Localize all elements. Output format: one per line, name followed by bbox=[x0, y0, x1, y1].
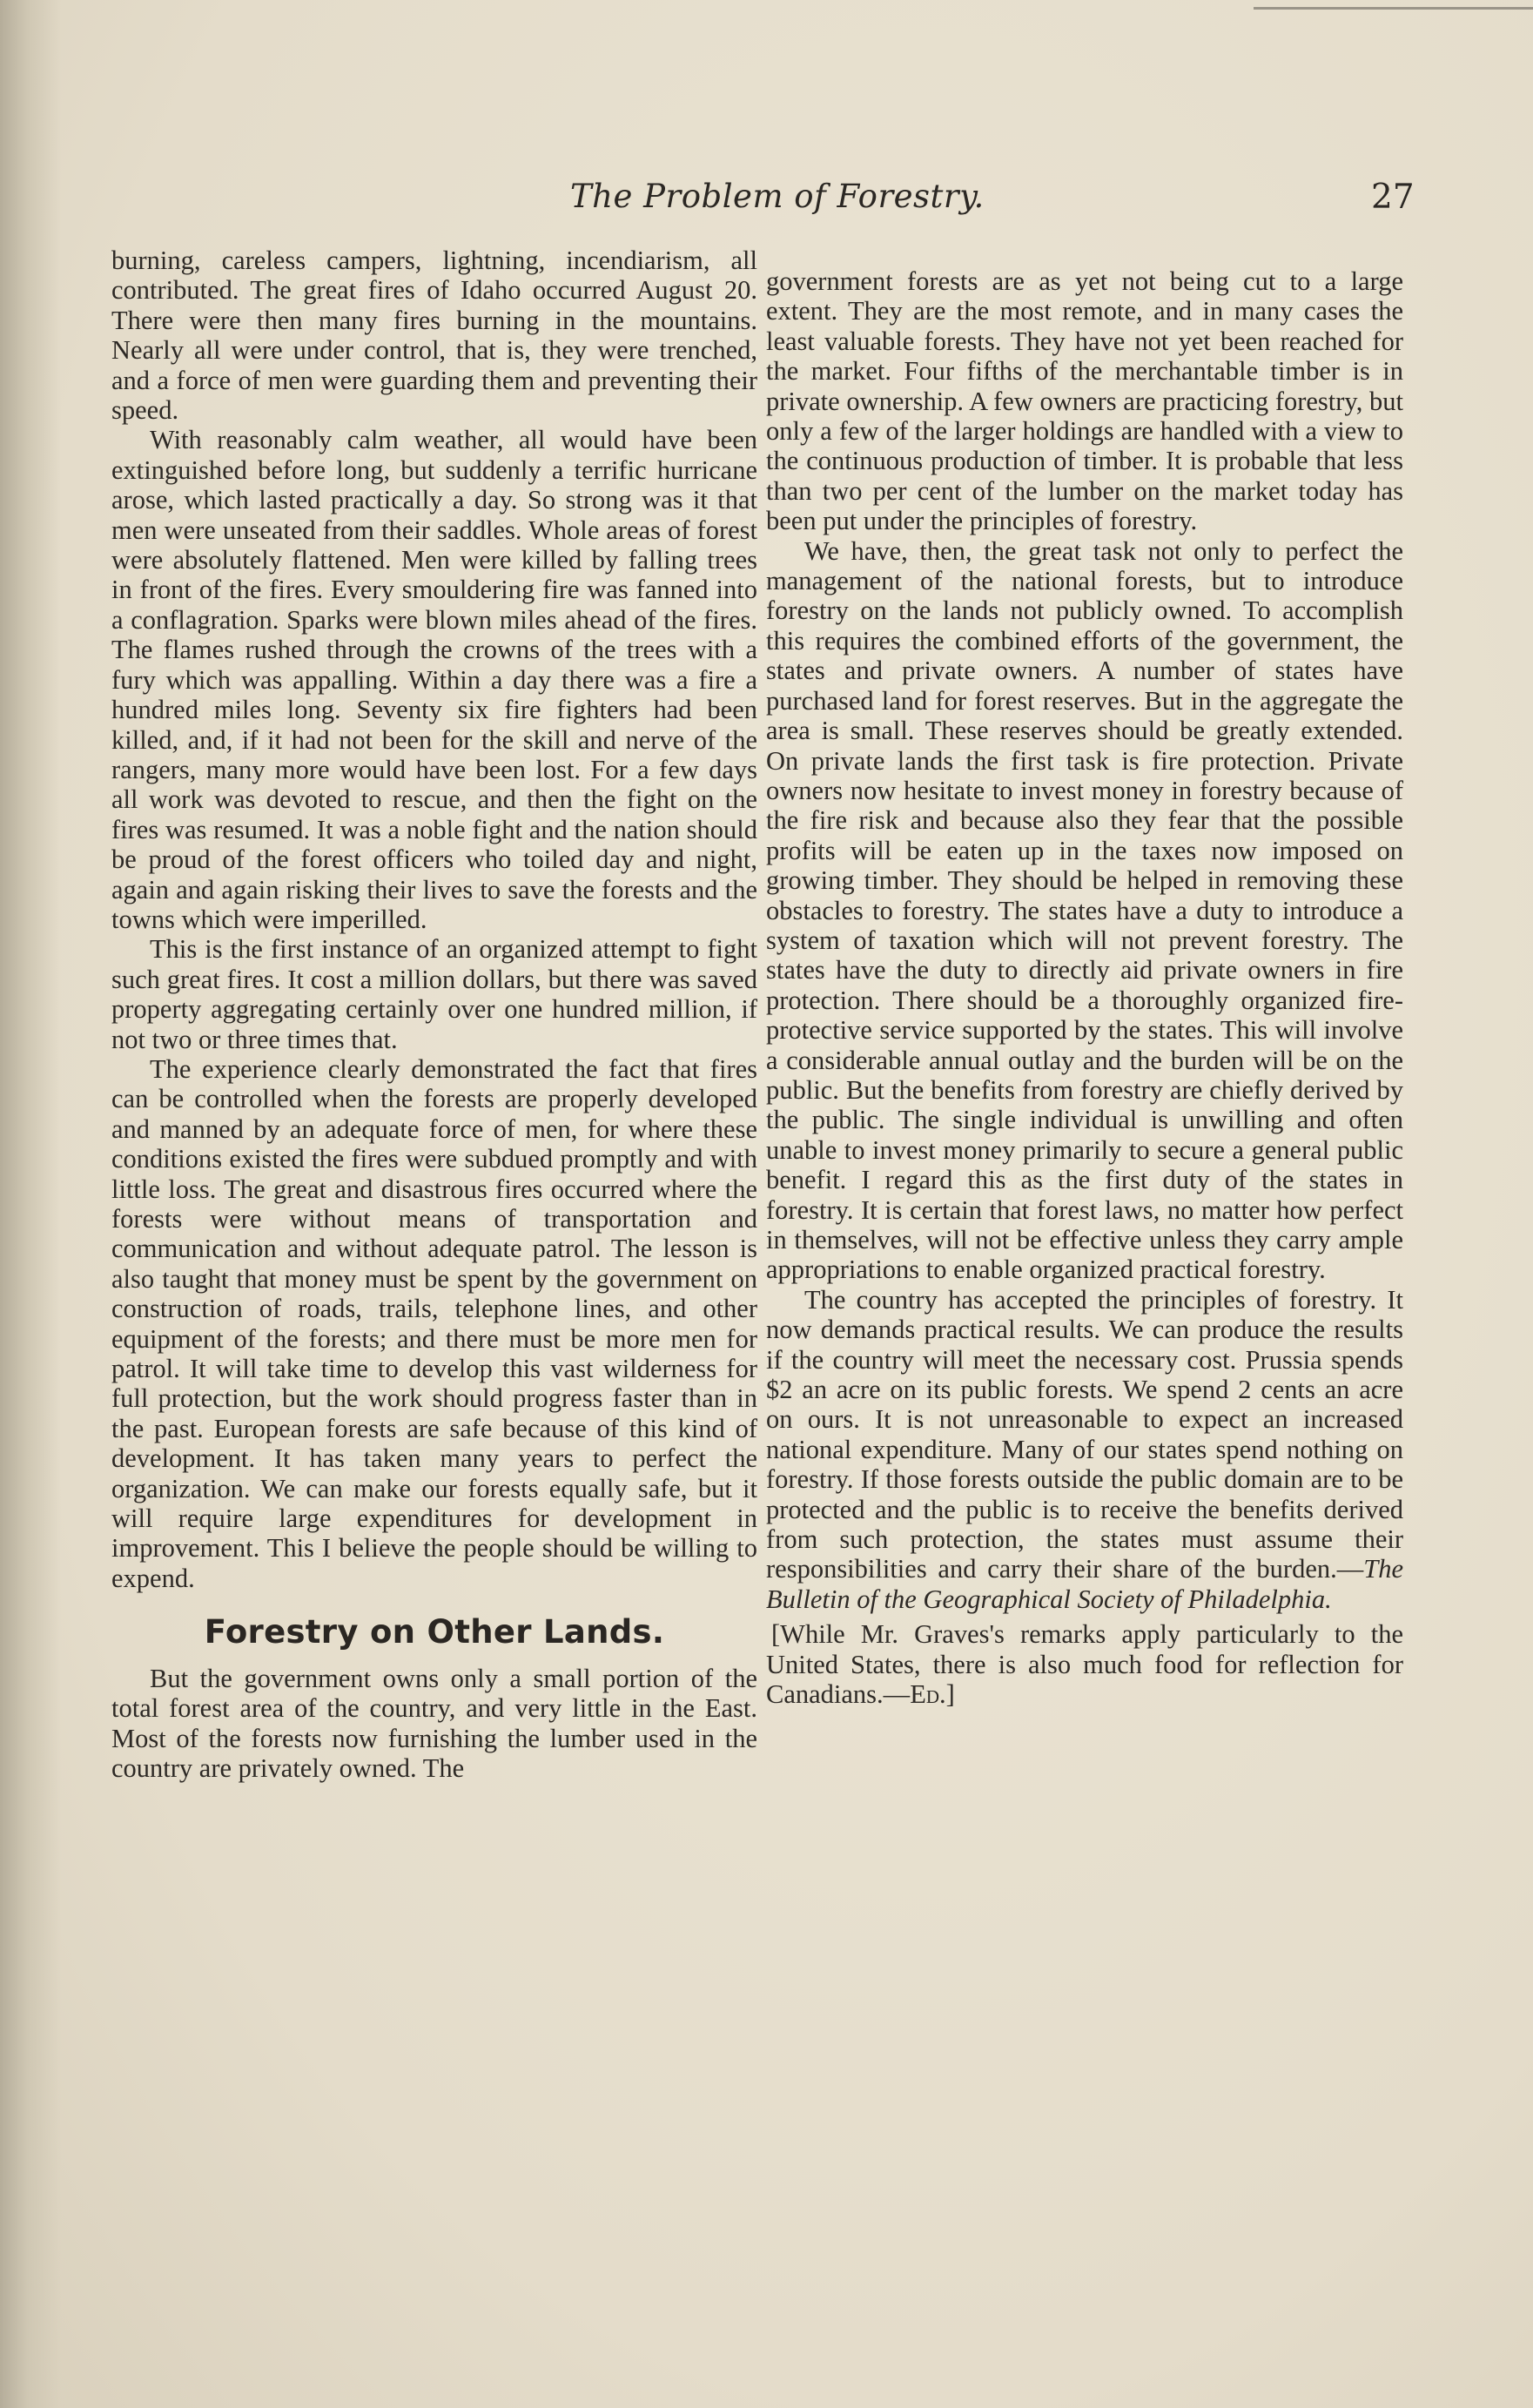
section-heading: Forestry on Other Lands. bbox=[204, 1613, 665, 1651]
left-paragraph-2: With reasonably calm weather, all would have been extinguished before long, but suddenly a terrific hurricane arose, which lasted practically a day. So strong was it that men were unseated from their saddles. Whole areas of forest were absolutely flattened. Men were killed by falling trees in front of the fires. Every smouldering fire was fanned into a conflagration. Sparks were blown miles ahead of the fires. The flames rushed through the crowns of the trees with a fury which was appalling. Within a day there was a fire a hundred miles long. Seventy six fire fighters had been killed, and, if it had not been for the skill and nerve of the rangers, many more would have been lost. For a few days all work was devoted to rescue, and then the fight on the fires was resumed. It was a noble fight and the nation should be proud of the forest officers who toiled day and night, again and again risking their lives to save the forests and the towns which were imperilled. bbox=[111, 425, 757, 934]
left-paragraph-3: This is the first instance of an organized attempt to fight such great fires. It cost a million dollars, but there was saved property aggregating certainly over one hundred million, if not two or three times that. bbox=[111, 934, 757, 1054]
right-column bbox=[766, 266, 1403, 1710]
top-edge-rule bbox=[1254, 7, 1533, 10]
left-paragraph-4: The experience clearly demonstrated the fact that fires can be controlled when the forests are properly developed and manned by an adequate force of men, for where these conditions existed the fires were subdued promptly and with little loss. The great and disastrous fires occurred where the forests were without means of transportation and communication and without adequate patrol. The lesson is also taught that money must be spent by the government on construction of roads, trails, telephone lines, and other equipment of the forests; and there must be more men for patrol. It will take time to develop this vast wilderness for full protection, but the work should progress faster than in the past. European forests are safe because of this kind of development. It has taken many years to perfect the organization. We can make our forests equally safe, but it will require large expenditures for development in improvement. This I believe the people should be willing to expend. bbox=[111, 1053, 757, 1593]
right-paragraph-3 bbox=[766, 1285, 1403, 1614]
right-paragraph-2: We have, then, the great task not only to perfect the management of the national forests, but to introduce forestry on the lands not publicly owned. To accomplish this requires the combined efforts of the government, the states and private owners. A number of states have purchased land for forest reserves. But in the aggregate the area is small. These reserves should be greatly extended. On private lands the first task is fire protection. Private owners now hesitate to invest money in forestry because of the fire risk and because also they fear that the possible profits will be eaten up in the taxes now imposed on growing timber. They should be helped in removing these obstacles to forestry. The states have a duty to introduce a system of taxation which will not prevent forestry. The states have the duty to directly aid private owners in fire protection. There should be a thoroughly organized fire-protective service supported by the states. This will involve a considerable annual outlay and the burden will be on the public. But the benefits from forestry are chiefly derived by the public. The single individual is unwilling and often unable to invest money primarily to secure a general public benefit. I regard this as the first duty of the states in forestry. It is certain that forest laws, no matter how perfect in themselves, will not be effective unless they carry ample appropriations to enable organized practical forestry. bbox=[766, 535, 1403, 1285]
left-paragraph-5: But the government owns only a small portion of the total forest area of the country, and very little in the East. Most of the forests now furnishing the lumber used in the country are privately owned. The bbox=[111, 1663, 757, 1783]
editor-signature: Ed. bbox=[910, 1679, 946, 1710]
binding-shadow bbox=[0, 0, 61, 2408]
editor-note-text: [While Mr. Graves's remarks apply particularly to the United States, there is also much food for reflection for Canadians.— bbox=[766, 1619, 1403, 1710]
editor-note-close: ] bbox=[945, 1679, 955, 1710]
page-number: 27 bbox=[1371, 178, 1415, 217]
right-paragraph-3-text: The country has accepted the principles of forestry. It now demands practical results. We can produce the results if the country will meet the necessary cost. Prussia spends $2 an acre on its public forests. We spend 2 cents an acre on ours. It is not unreasonable to expect an increased national expenditure. Many of our states spend nothing on forestry. If those forests outside the public domain are to be protected and the public is to receive the benefits derived from such protection, the states must assume their responsibilities and carry their share of the burden.— bbox=[766, 1284, 1403, 1584]
running-title: The Problem of Forestry. bbox=[570, 178, 985, 215]
editor-note bbox=[766, 1619, 1403, 1709]
right-paragraph-1: government forests are as yet not being cut to a large extent. They are the most remote, and in many cases the least valuable forests. They have not yet been reached for the market. Four fifths of the merchantable timber is in private ownership. A few owners are practicing forestry, but only a few of the larger holdings are handled with a view to the continuous production of timber. It is probable that less than two per cent of the lumber on the market today has been put under the principles of forestry. bbox=[766, 266, 1403, 536]
left-column bbox=[111, 246, 757, 1783]
left-paragraph-1: burning, careless campers, lightning, incendiarism, all contributed. The great fires of Idaho occurred August 20. There were then many fires burning in the mountains. Nearly all were under control, that is, they were trenched, and a force of men were guarding them and preventing their speed. bbox=[111, 246, 757, 426]
source-citation: The Bulletin of the Geographical Society of Philadelphia. bbox=[766, 1554, 1403, 1614]
